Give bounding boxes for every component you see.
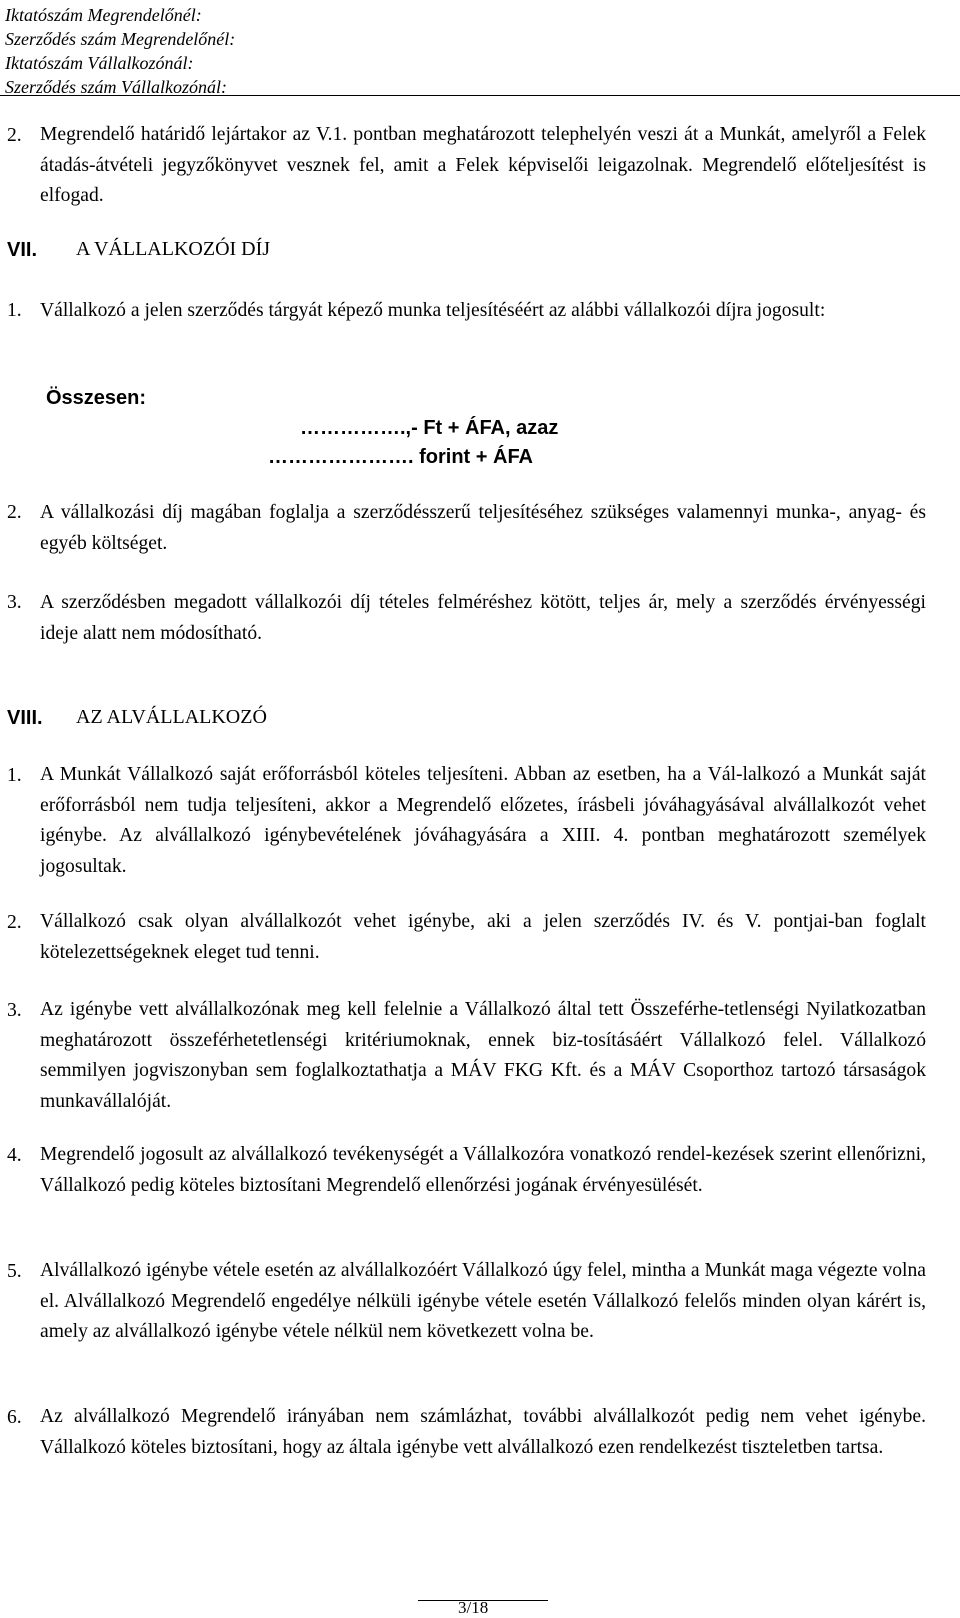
paragraph-text: A Munkát Vállalkozó saját erőforrásból köteles teljesíteni. Abban az esetben, ha a Vál-lalkozó a Munkát saját erőforrásból nem tudja teljesíteni, akkor a Megrendelő előzetes, írásbeli jóváhagyásával alvállalkozót vehet igénybe. Az alvállalkozó igénybevételének jóváhagyására a XIII. 4. pontban meghatározott személyek jogosultak.	[40, 764, 926, 878]
total-label: Összesen:	[46, 387, 147, 409]
paragraph-text: Alvállalkozó igénybe vétele esetén az alvállalkozóért Vállalkozó úgy felel, mintha a Munkát maga végezte volna el. Alvállalkozó Megrendelő engedélye nélküli igénybe vétele esetén Vállalkozó felelős minden olyan kárért is, amely az alvállalkozó igénybe vétele nélkül nem következett volna be.	[40, 1260, 926, 1343]
section-number: VIII.	[7, 707, 43, 729]
page-number: 3/18	[458, 1598, 489, 1617]
paragraph-number: 1.	[7, 300, 22, 321]
header-line: Iktatószám Vállalkozónál:	[5, 53, 194, 73]
paragraph-number: 4.	[7, 1145, 22, 1166]
header-line: Iktatószám Megrendelőnél:	[5, 5, 202, 25]
paragraph-text: Megrendelő határidő lejártakor az V.1. pontban meghatározott telephelyén veszi át a Munkát, amelyről a Felek átadás-átvételi jegyzőkönyvet vesznek fel, amit a Felek képviselői leigazolnak. Megrendelő előteljesítést is elfogad.	[40, 124, 926, 207]
paragraph-number: 2.	[7, 912, 22, 933]
paragraph-text: A vállalkozási díj magában foglalja a szerződésszerű teljesítéséhez szükséges valamennyi munka-, anyag- és egyéb költséget.	[40, 502, 926, 554]
header-divider	[0, 95, 960, 96]
paragraph-text: Vállalkozó csak olyan alvállalkozót vehet igénybe, aki a jelen szerződés IV. és V. pontjai-ban foglalt kötelezettségeknek eleget tud tenni.	[40, 911, 926, 963]
paragraph-number: 3.	[7, 1000, 22, 1021]
paragraph-text: Megrendelő jogosult az alvállalkozó tevékenységét a Vállalkozóra vonatkozó rendel-kezések szerint ellenőrizni, Vállalkozó pedig köteles biztosítani Megrendelő ellenőrzési jogának érvényesülését.	[40, 1144, 926, 1196]
paragraph-text: Vállalkozó a jelen szerződés tárgyát képező munka teljesítéséért az alábbi vállalkozói díjra jogosult:	[40, 300, 826, 321]
paragraph-number: 6.	[7, 1407, 22, 1428]
paragraph-number: 2.	[7, 502, 22, 523]
paragraph-number: 3.	[7, 592, 22, 613]
paragraph-text: Az alvállalkozó Megrendelő irányában nem számlázhat, további alvállalkozót pedig nem vehet igénybe. Vállalkozó köteles biztosítani, hogy az általa igénybe vett alvállalkozó ezen rendelkezést tiszteletben tartsa.	[40, 1406, 926, 1458]
header-line: Szerződés szám Megrendelőnél:	[5, 29, 236, 49]
paragraph-text: A szerződésben megadott vállalkozói díj tételes felméréshez kötött, teljes ár, mely a szerződés érvényességi ideje alatt nem módosítható.	[40, 592, 926, 644]
amount-line: …………………. forint + ÁFA	[268, 446, 533, 468]
paragraph-number: 2.	[7, 125, 22, 146]
document-header	[5, 3, 235, 99]
amount-line: …………….,- Ft + ÁFA, azaz	[300, 417, 559, 439]
paragraph-text: Az igénybe vett alvállalkozónak meg kell felelnie a Vállalkozó által tett Összeférhe-tetlenségi Nyilatkozatban meghatározott összeférhetetlenségi kritériumoknak, ennek biz-tosításáért Vállalkozó felel. Vállalkozó semmilyen jogviszonyban sem foglalkoztathatja a MÁV FKG Kft. és a MÁV Csoporthoz tartozó társaságok munkavállalóját.	[40, 999, 926, 1113]
section-number: VII.	[7, 239, 38, 261]
section-title: A VÁLLALKOZÓI DÍJ	[76, 238, 271, 260]
paragraph-number: 1.	[7, 765, 22, 786]
section-title: AZ ALVÁLLALKOZÓ	[76, 706, 267, 728]
header-line: Szerződés szám Vállalkozónál:	[5, 77, 227, 97]
paragraph-number: 5.	[7, 1261, 22, 1282]
